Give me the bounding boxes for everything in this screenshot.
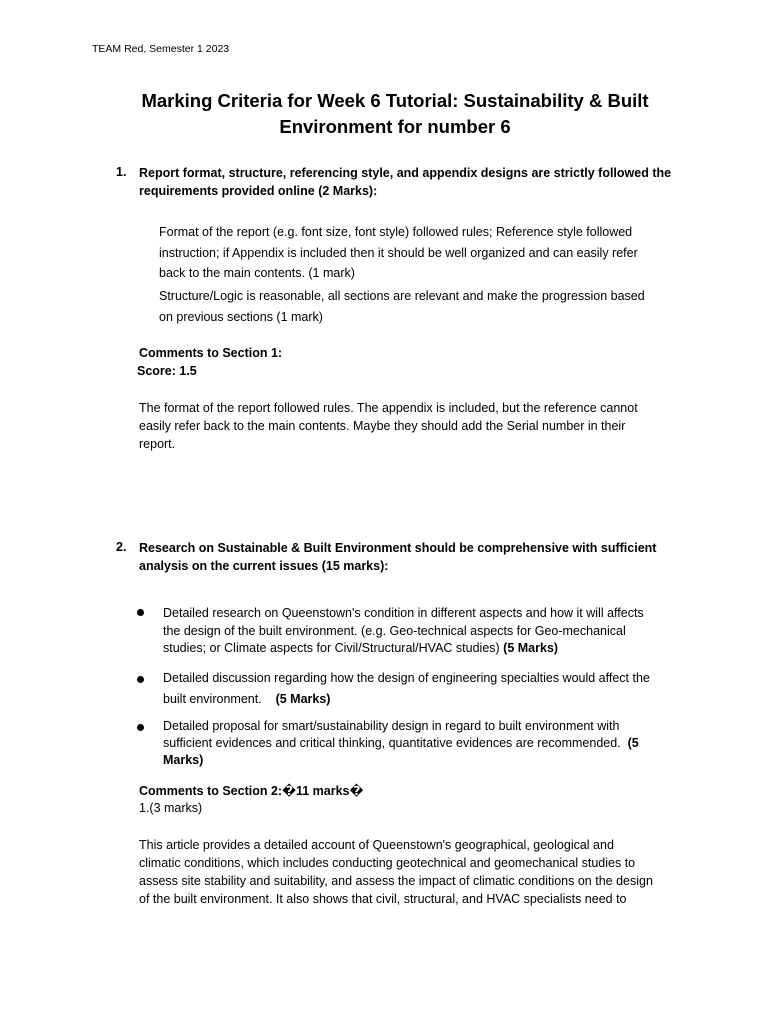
section-2-criterion-1 xyxy=(163,603,683,657)
criterion-text: sufficient evidences and critical thinking, quantitative evidences are recommended. xyxy=(163,736,621,750)
comment-line: The format of the report followed rules. The appendix is included, but the reference cannot xyxy=(139,401,638,415)
section-1-heading-line-1: Report format, structure, referencing style, and appendix designs are strictly followed the xyxy=(139,166,672,180)
criterion-line xyxy=(163,640,683,657)
section-1-comment-text xyxy=(139,399,679,453)
criterion-marks-continued: Marks) xyxy=(163,753,204,767)
section-2-comment-text xyxy=(139,836,679,908)
criterion-line: the design of the built environment. (e.g. Geo-technical aspects for Geo-mechanical xyxy=(163,624,626,638)
criterion-line xyxy=(163,689,683,710)
section-1-number: 1. xyxy=(116,165,127,179)
criterion-text: studies; or Climate aspects for Civil/Structural/HVAC studies) xyxy=(163,641,500,655)
section-2-criterion-3 xyxy=(163,718,683,769)
comment-line: climatic conditions, which includes conducting geotechnical and geomechanical studies to xyxy=(139,856,636,870)
section-1-criterion-1 xyxy=(159,222,638,284)
criterion-line: back to the main contents. (1 mark) xyxy=(159,266,355,280)
section-1-comments-label: Comments to Section 1: xyxy=(139,346,283,360)
title-line-1: Marking Criteria for Week 6 Tutorial: Sustainability & Built xyxy=(141,90,649,111)
criterion-marks: (5 Marks) xyxy=(503,641,559,655)
section-2-heading xyxy=(139,539,674,575)
comment-line: report. xyxy=(139,437,176,451)
section-2-criterion-2 xyxy=(163,668,683,709)
criterion-line: instruction; if Appendix is included then it should be well organized and can easily refer xyxy=(159,245,638,260)
page-header: TEAM Red, Semester 1 2023 xyxy=(92,43,230,55)
comment-line: This article provides a detailed account of Queenstown's geographical, geological and xyxy=(139,838,614,852)
section-2-heading-line-1: Research on Sustainable & Built Environment should be comprehensive with sufficient xyxy=(139,541,657,555)
comment-line: easily refer back to the main contents. Maybe they should add the Serial number in their xyxy=(139,419,626,433)
section-1-criterion-2 xyxy=(159,286,645,327)
criterion-text: built environment. xyxy=(163,691,262,706)
comment-line: assess site stability and suitability, and assess the impact of climatic conditions on the design xyxy=(139,874,653,888)
bullet-dot-icon xyxy=(137,724,144,731)
criterion-line xyxy=(163,735,683,752)
bullet-dot-icon xyxy=(137,676,144,683)
criterion-line: Detailed discussion regarding how the design of engineering specialties would affect the xyxy=(163,671,650,685)
title-line-2: Environment for number 6 xyxy=(279,116,511,137)
section-2-heading-line-2: analysis on the current issues (15 marks): xyxy=(139,559,389,573)
section-2-comments-label: Comments to Section 2:�11 marks� xyxy=(139,784,364,798)
criterion-line: on previous sections (1 mark) xyxy=(159,309,323,324)
criterion-line: Detailed proposal for smart/sustainability design in regard to built environment with xyxy=(163,719,620,733)
document-title xyxy=(100,88,690,140)
section-2-sub-label: 1.(3 marks) xyxy=(139,801,203,815)
bullet-dot-icon xyxy=(137,609,144,616)
comment-line: of the built environment. It also shows that civil, structural, and HVAC specialists need to xyxy=(139,892,627,906)
section-1-heading xyxy=(139,164,674,200)
section-1-score: Score: 1.5 xyxy=(137,364,197,378)
criterion-line: Structure/Logic is reasonable, all sections are relevant and make the progression based xyxy=(159,289,645,303)
criterion-line: Detailed research on Queenstown's condition in different aspects and how it will affects xyxy=(163,606,644,620)
criterion-line: Format of the report (e.g. font size, font style) followed rules; Reference style followed xyxy=(159,225,633,239)
criterion-marks: (5 Marks) xyxy=(275,691,331,706)
criterion-marks: (5 xyxy=(627,736,639,750)
section-2-number: 2. xyxy=(116,540,127,554)
section-1-heading-line-2: requirements provided online (2 Marks): xyxy=(139,184,378,198)
